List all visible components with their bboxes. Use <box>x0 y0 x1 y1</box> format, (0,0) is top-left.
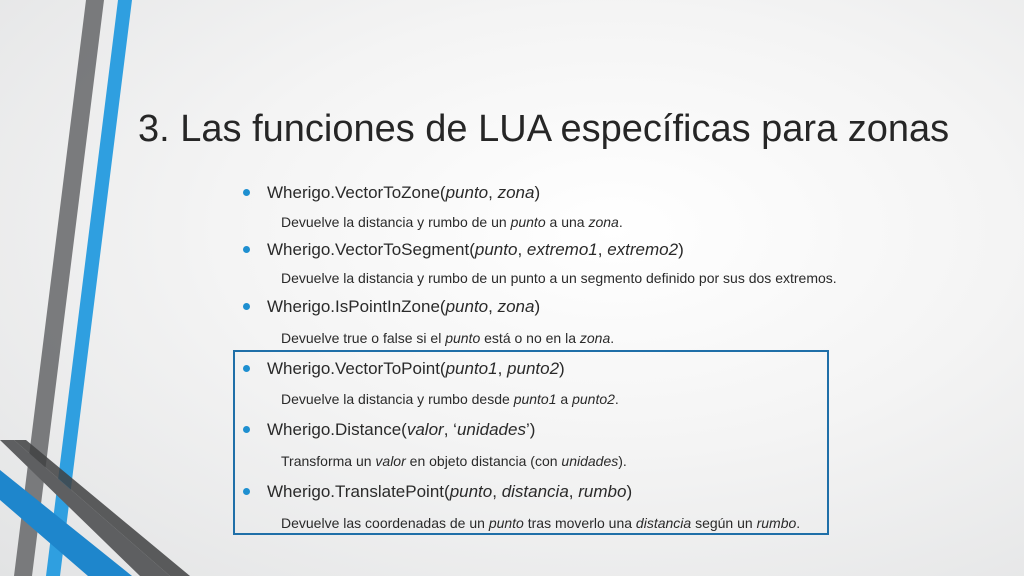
function-description <box>281 452 627 470</box>
italic-text: zona <box>497 183 535 202</box>
text-run: Devuelve la distancia y rumbo de un <box>281 214 511 230</box>
function-name: Wherigo.VectorToZone <box>267 183 440 202</box>
text-run: . <box>610 330 615 346</box>
italic-text: zona <box>497 297 535 316</box>
function-description <box>281 514 800 532</box>
text-run: a <box>556 391 573 407</box>
stripe-gray-bottom <box>0 440 170 576</box>
italic-text: distancia <box>635 515 692 531</box>
text-run: tras moverlo una <box>523 515 636 531</box>
italic-text: rumbo <box>578 482 627 501</box>
text-run: , <box>568 482 579 501</box>
function-description <box>281 390 619 408</box>
text-run: , <box>488 183 498 202</box>
italic-text: punto <box>445 183 489 202</box>
function-signature: Wherigo.IsPointInZone(punto, zona) <box>267 297 541 316</box>
function-name: Wherigo.IsPointInZone <box>267 297 440 316</box>
function-description <box>281 329 614 347</box>
text-run: . <box>614 391 619 407</box>
italic-text: punto2 <box>572 391 615 407</box>
function-signature: Wherigo.VectorToZone(punto, zona) <box>267 183 541 202</box>
text-run: , ‘ <box>443 420 457 439</box>
italic-text: punto <box>510 214 546 230</box>
text-run: , <box>597 240 608 259</box>
text-run: está o no en la <box>480 330 580 346</box>
text-run: . <box>796 515 801 531</box>
function-name: Wherigo.VectorToPoint <box>267 359 440 378</box>
italic-text: extremo1 <box>526 240 598 259</box>
text-run: Devuelve true o false si el <box>281 330 446 346</box>
bullet-icon <box>243 246 250 253</box>
italic-text: unidades <box>456 420 526 439</box>
italic-text: valor <box>375 453 406 469</box>
text-run: Devuelve la distancia y rumbo desde <box>281 391 514 407</box>
stripe-blue-bottom <box>0 470 132 576</box>
text-run: , <box>492 482 502 501</box>
italic-text: punto2 <box>507 359 560 378</box>
function-signature: Wherigo.VectorToPoint(punto1, punto2) <box>267 359 565 378</box>
text-run: Transforma un <box>281 453 376 469</box>
function-name: Wherigo.TranslatePoint <box>267 482 445 501</box>
bullet-icon <box>243 303 250 310</box>
italic-text: punto1 <box>513 391 557 407</box>
text-run: ’ <box>525 420 530 439</box>
text-run: , <box>517 240 527 259</box>
stripe-gray-top <box>14 0 104 576</box>
function-signature: Wherigo.Distance(valor, ‘unidades’) <box>267 420 536 439</box>
italic-text: punto <box>445 330 481 346</box>
text-run: Devuelve la distancia y rumbo de un punto a un segmento definido por sus dos extremos. <box>281 270 837 286</box>
function-name: Wherigo.VectorToSegment <box>267 240 470 259</box>
bullet-icon <box>243 189 250 196</box>
italic-text: punto <box>449 482 493 501</box>
text-run: , <box>488 297 498 316</box>
italic-text: zona <box>588 214 619 230</box>
italic-text: rumbo <box>756 515 797 531</box>
text-run: a una <box>545 214 589 230</box>
text-run: según un <box>691 515 757 531</box>
italic-text: extremo2 <box>607 240 679 259</box>
text-run: en objeto distancia (con <box>405 453 562 469</box>
italic-text: punto1 <box>445 359 498 378</box>
bullet-icon <box>243 426 250 433</box>
function-description <box>281 213 623 231</box>
italic-text: punto <box>445 297 489 316</box>
bullet-icon <box>243 488 250 495</box>
italic-text: zona <box>579 330 611 346</box>
function-description <box>281 269 837 287</box>
italic-text: unidades <box>561 453 619 469</box>
text-run: ). <box>618 453 627 469</box>
text-run: Devuelve las coordenadas de un <box>281 515 489 531</box>
stripe-dark-bottom <box>14 440 190 576</box>
function-signature: Wherigo.TranslatePoint(punto, distancia, rumbo) <box>267 482 633 501</box>
function-name: Wherigo.Distance <box>267 420 402 439</box>
italic-text: punto <box>474 240 518 259</box>
italic-text: punto <box>488 515 524 531</box>
slide-title: 3. Las funciones de LUA específicas para zonas <box>138 108 950 150</box>
stripe-blue-top <box>46 0 132 576</box>
text-run: , <box>497 359 508 378</box>
italic-text: valor <box>406 420 444 439</box>
bullet-icon <box>243 365 250 372</box>
text-run: . <box>618 214 623 230</box>
function-signature: Wherigo.VectorToSegment(punto, extremo1, extremo2) <box>267 240 684 259</box>
italic-text: distancia <box>501 482 569 501</box>
